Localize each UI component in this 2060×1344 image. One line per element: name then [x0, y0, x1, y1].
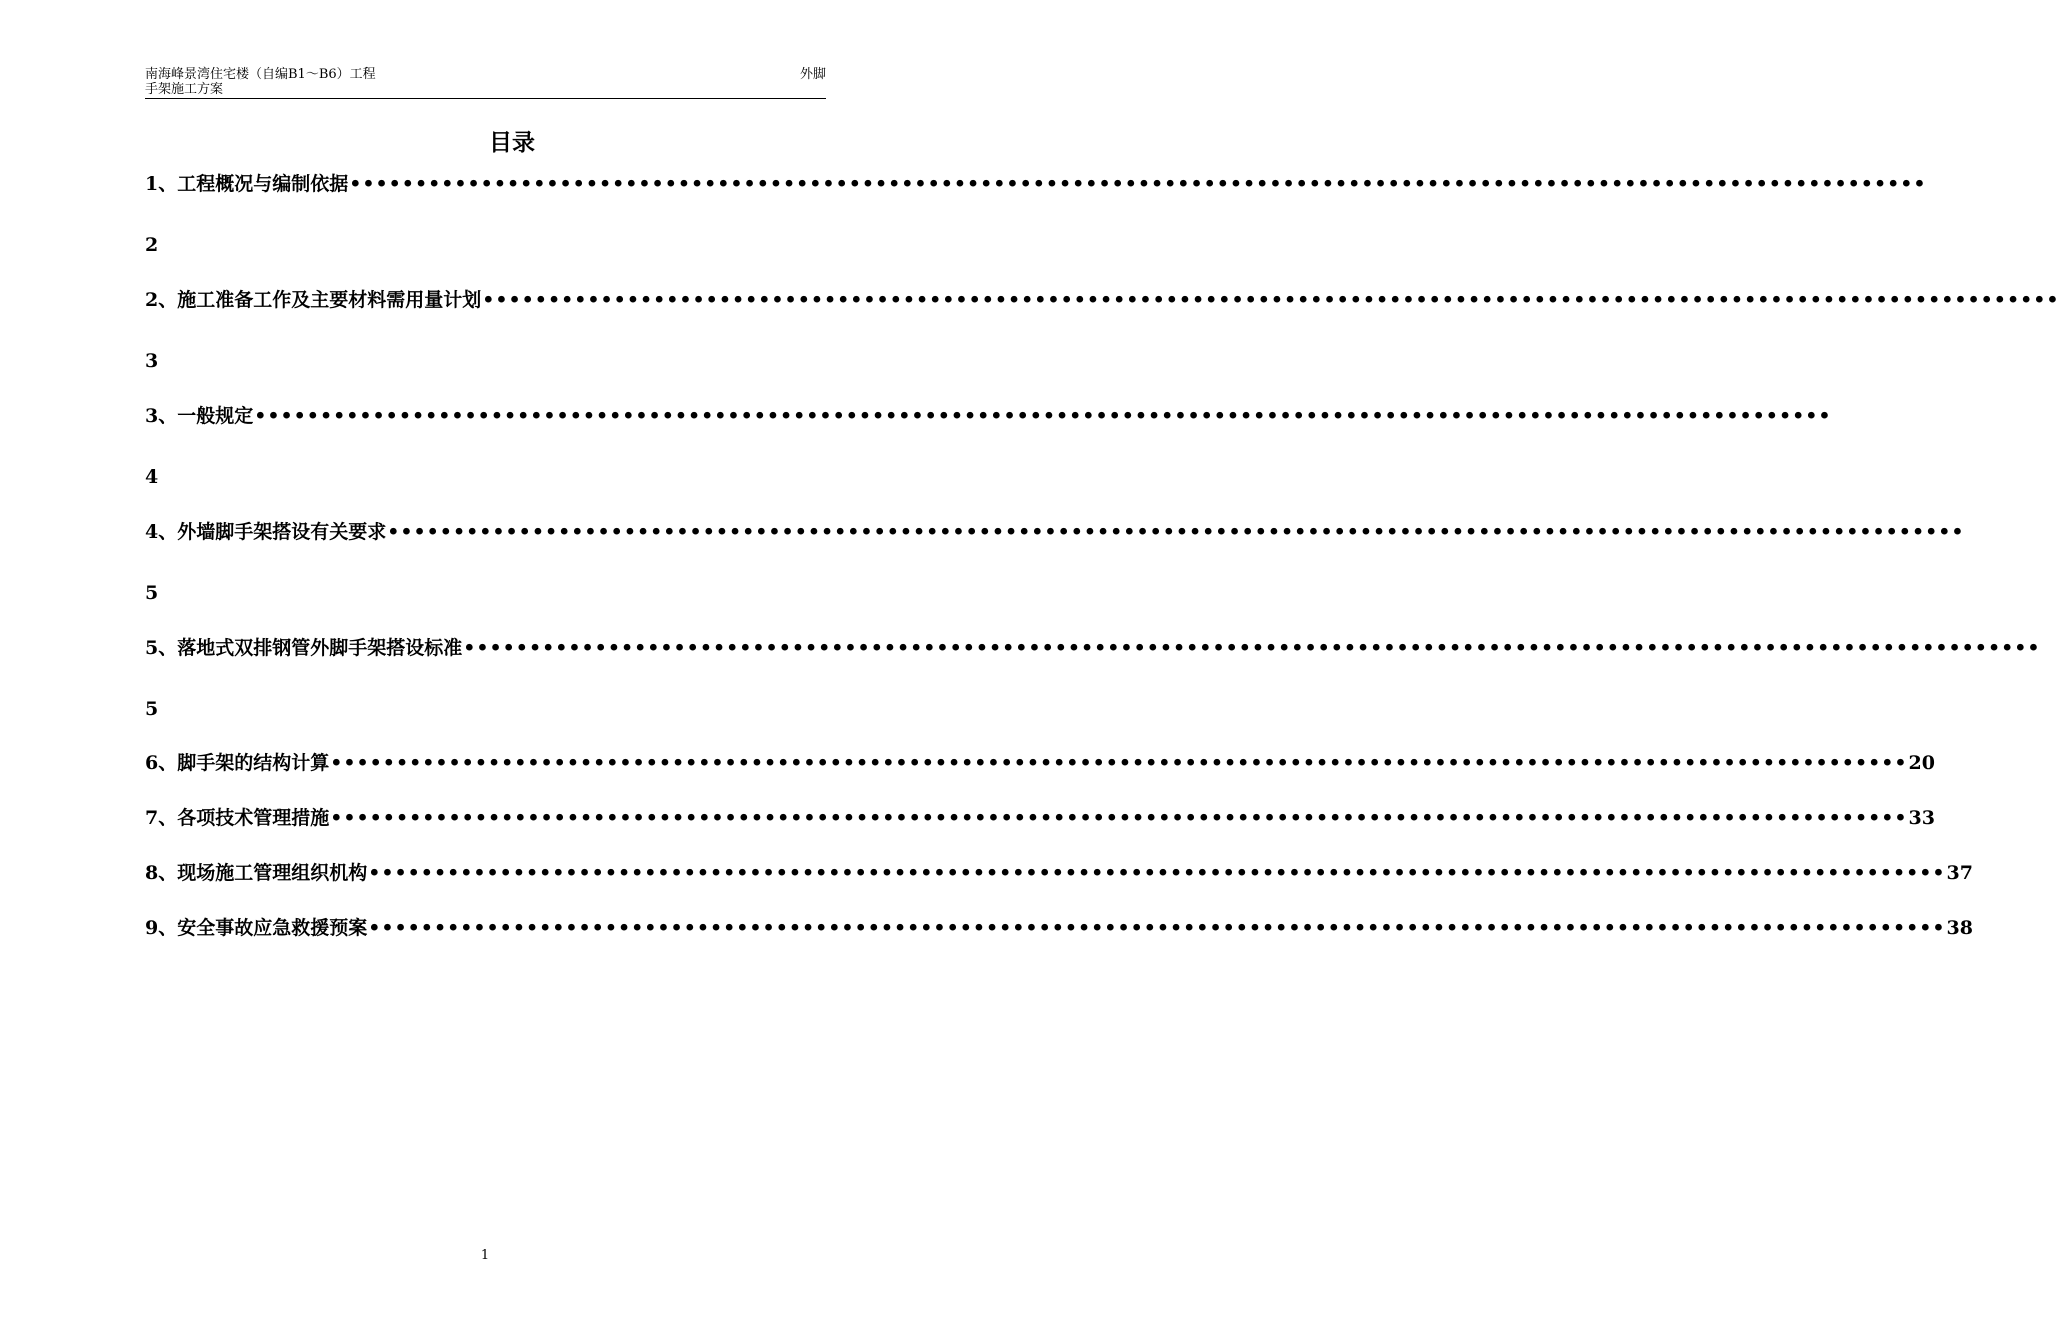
toc-leader-dots: ••••••••••••••••••••••••••••••••••••••••••••••••••••••••••••••••••••••••••••••••••••••••••••••••••••••••••••••••••••••••	[368, 862, 1946, 884]
toc-leader-dots: ••••••••••••••••••••••••••••••••••••••••••••••••••••••••••••••••••••••••••••••••••••••••••••••••••••••••••••••••••••••••	[387, 521, 1965, 543]
toc-entry-2[interactable]	[145, 287, 2060, 313]
toc-entry-9[interactable]	[145, 915, 1973, 941]
toc-entry-5[interactable]	[145, 635, 2041, 661]
toc-entry-6[interactable]	[145, 750, 1935, 776]
toc-entry-page: 37	[1946, 862, 1973, 884]
toc-entry-text: 9、安全事故应急救援预案	[145, 917, 368, 939]
toc-title: 目录	[489, 129, 535, 156]
toc-entry-3[interactable]	[145, 403, 1832, 429]
toc-entry-page: 38	[1946, 917, 1973, 939]
toc-entry-text: 4、外墙脚手架搭设有关要求	[145, 521, 387, 543]
toc-entry-5-page: 5	[145, 698, 159, 720]
toc-entry-text: 6、脚手架的结构计算	[145, 752, 330, 774]
toc-entry-text: 7、各项技术管理措施	[145, 807, 330, 829]
toc-entry-2-page: 3	[145, 350, 159, 372]
toc-entry-4[interactable]	[145, 519, 1965, 545]
toc-leader-dots: ••••••••••••••••••••••••••••••••••••••••••••••••••••••••••••••••••••••••••••••••••••••••••••••••••••••••••••••••••••••••	[482, 289, 2060, 311]
page-number: 1	[480, 1248, 490, 1263]
header-right-text: 外脚	[799, 67, 826, 82]
toc-leader-dots: ••••••••••••••••••••••••••••••••••••••••••••••••••••••••••••••••••••••••••••••••••••••••••••••••••••••••••••••••••••••••	[368, 917, 1946, 939]
toc-entry-text: 1、工程概况与编制依据	[145, 173, 349, 195]
toc-entry-1-page: 2	[145, 234, 159, 256]
toc-entry-text: 2、施工准备工作及主要材料需用量计划	[145, 289, 482, 311]
toc-entry-1[interactable]	[145, 171, 1927, 197]
toc-leader-dots: ••••••••••••••••••••••••••••••••••••••••••••••••••••••••••••••••••••••••••••••••••••••••••••••••••••••••••••••••••••••••	[330, 807, 1908, 829]
toc-entry-7[interactable]	[145, 805, 1935, 831]
toc-leader-dots: ••••••••••••••••••••••••••••••••••••••••••••••••••••••••••••••••••••••••••••••••••••••••••••••••••••••••••••••••••••••••	[330, 752, 1908, 774]
toc-entry-3-page: 4	[145, 466, 159, 488]
header-document-title	[145, 67, 445, 97]
toc-leader-dots: ••••••••••••••••••••••••••••••••••••••••••••••••••••••••••••••••••••••••••••••••••••••••••••••••••••••••••••••••••••••••	[463, 637, 2041, 659]
toc-entry-page: 20	[1908, 752, 1935, 774]
header-title-line1: 南海峰景湾住宅楼（自编B1～B6）工程	[145, 67, 376, 82]
toc-entry-text: 5、落地式双排钢管外脚手架搭设标准	[145, 637, 463, 659]
page-header	[145, 67, 826, 99]
toc-entry-4-page: 5	[145, 582, 159, 604]
toc-entry-text: 8、现场施工管理组织机构	[145, 862, 368, 884]
header-title-line2: 手架施工方案	[145, 82, 224, 97]
toc-leader-dots: ••••••••••••••••••••••••••••••••••••••••••••••••••••••••••••••••••••••••••••••••••••••••••••••••••••••••••••••••••••••••	[349, 173, 1927, 195]
toc-entry-text: 3、一般规定	[145, 405, 254, 427]
toc-entry-page: 33	[1908, 807, 1935, 829]
toc-entry-8[interactable]	[145, 860, 1973, 886]
toc-leader-dots: ••••••••••••••••••••••••••••••••••••••••••••••••••••••••••••••••••••••••••••••••••••••••••••••••••••••••••••••••••••••••	[254, 405, 1832, 427]
